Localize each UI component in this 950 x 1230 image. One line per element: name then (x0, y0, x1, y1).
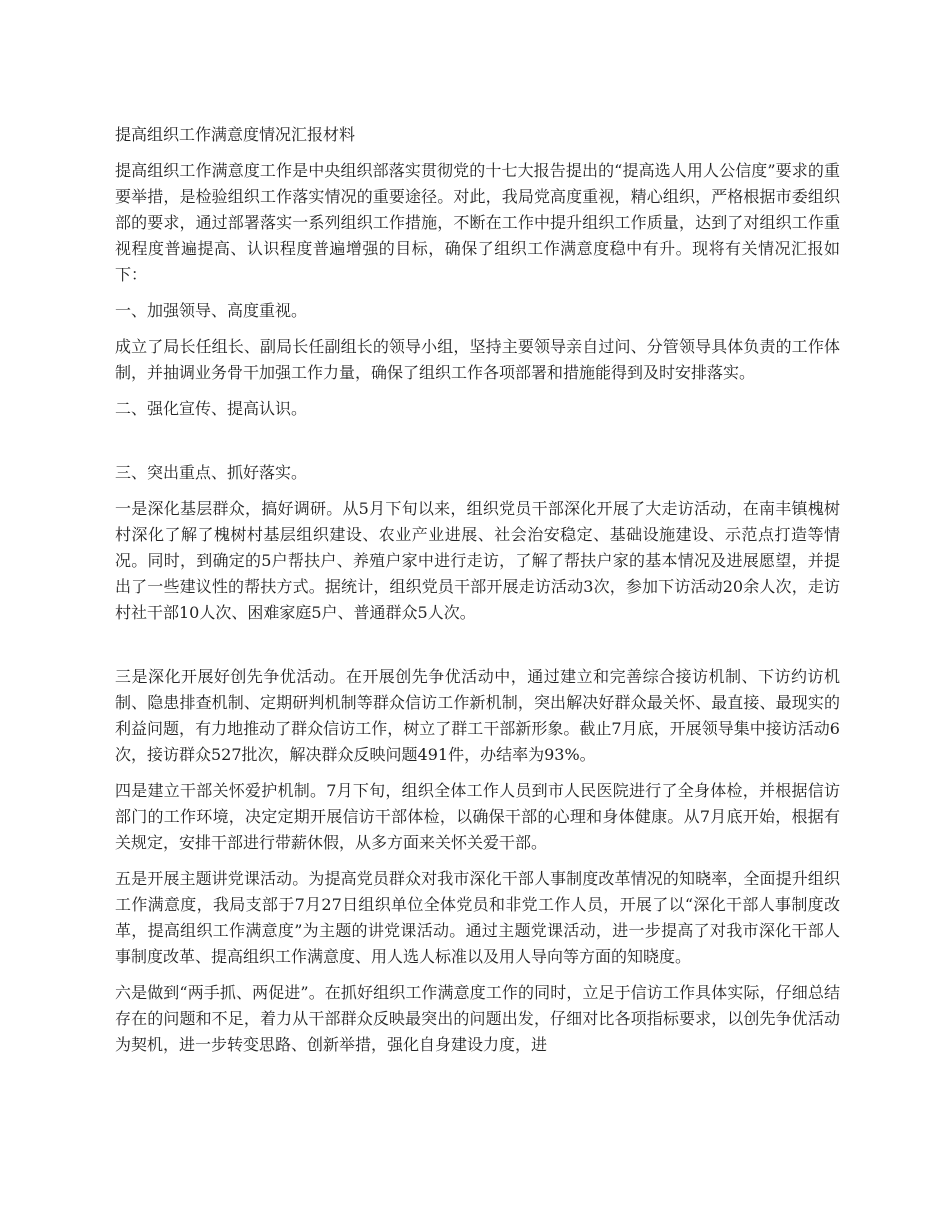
blank-gap (115, 636, 840, 664)
section-heading-1: 一、加强领导、高度重视。 (115, 301, 308, 320)
section-heading-3: 三、突出重点、抓好落实。 (115, 463, 308, 482)
document-page (115, 122, 840, 1068)
item-paragraph-3: 三是深化开展好创先争优活动。在开展创先争优活动中，通过建立和完善综合接访机制、下访约访机制、隐患排查机制、定期研判机制等群众信访工作新机制，突出解决好群众最关怀、最直接、最现实的利益问题，有力地推动了群众信访工作，树立了群工干部新形象。截止7月底，开展领导集中接访活动6次，接访群众527批次，解决群众反映问题491件，办结率为93%。 (115, 667, 840, 764)
blank-gap (115, 432, 840, 460)
item-paragraph-4: 四是建立干部关怀爱护机制。7月下旬，组织全体工作人员到市人民医院进行了全身体检，并根据信访部门的工作环境，决定定期开展信访干部体检，以确保干部的心理和身体健康。从7月底开始，根据有关规定，安排干部进行带薪休假，从多方面来关怀关爱干部。 (115, 781, 840, 852)
document-title: 提高组织工作满意度情况汇报材料 (115, 125, 356, 144)
section-heading-2: 二、强化宣传、提高认识。 (115, 399, 308, 418)
intro-paragraph: 提高组织工作满意度工作是中央组织部落实贯彻党的十七大报告提出的“提高选人用人公信度”要求的重要举措，是检验组织工作落实情况的重要途径。对此，我局党高度重视，精心组织，严格根据市委组织部的要求，通过部署落实一系列组织工作措施，不断在工作中提升组织工作质量，达到了对组织工作重视程度普遍提高、认识程度普遍增强的目标，确保了组织工作满意度稳中有升。现将有关情况汇报如下： (115, 161, 840, 284)
item-paragraph-5: 五是开展主题讲党课活动。为提高党员群众对我市深化干部人事制度改革情况的知晓率，全面提升组织工作满意度，我局支部于7月27日组织单位全体党员和非党工作人员，开展了以“深化干部人事制度改革，提高组织工作满意度”为主题的讲党课活动。通过主题党课活动，进一步提高了对我市深化干部人事制度改革、提高组织工作满意度、用人选人标准以及用人导向等方面的知晓度。 (115, 869, 840, 966)
item-paragraph-6: 六是做到“两手抓、两促进”。在抓好组织工作满意度工作的同时，立足于信访工作具体实际，仔细总结存在的问题和不足，着力从干部群众反映最突出的问题出发，仔细对比各项指标要求，以创先争优活动为契机，进一步转变思路、创新举措，强化自身建设力度，进 (115, 983, 840, 1054)
section-1-paragraph: 成立了局长任组长、副局长任副组长的领导小组，坚持主要领导亲自过问、分管领导具体负责的工作体制，并抽调业务骨干加强工作力量，确保了组织工作各项部署和措施能得到及时安排落实。 (115, 337, 840, 382)
item-paragraph-1: 一是深化基层群众，搞好调研。从5月下旬以来，组织党员干部深化开展了大走访活动，在南丰镇槐树村深化了解了槐树村基层组织建设、农业产业进展、社会治安稳定、基础设施建设、示范点打造等情况。同时，到确定的5户帮扶户、养殖户家中进行走访，了解了帮扶户家的基本情况及进展愿望，并提出了一些建议性的帮扶方式。据统计，组织党员干部开展走访活动3次，参加下访活动20余人次，走访村社干部10人次、困难家庭5户、普通群众5人次。 (115, 499, 840, 622)
